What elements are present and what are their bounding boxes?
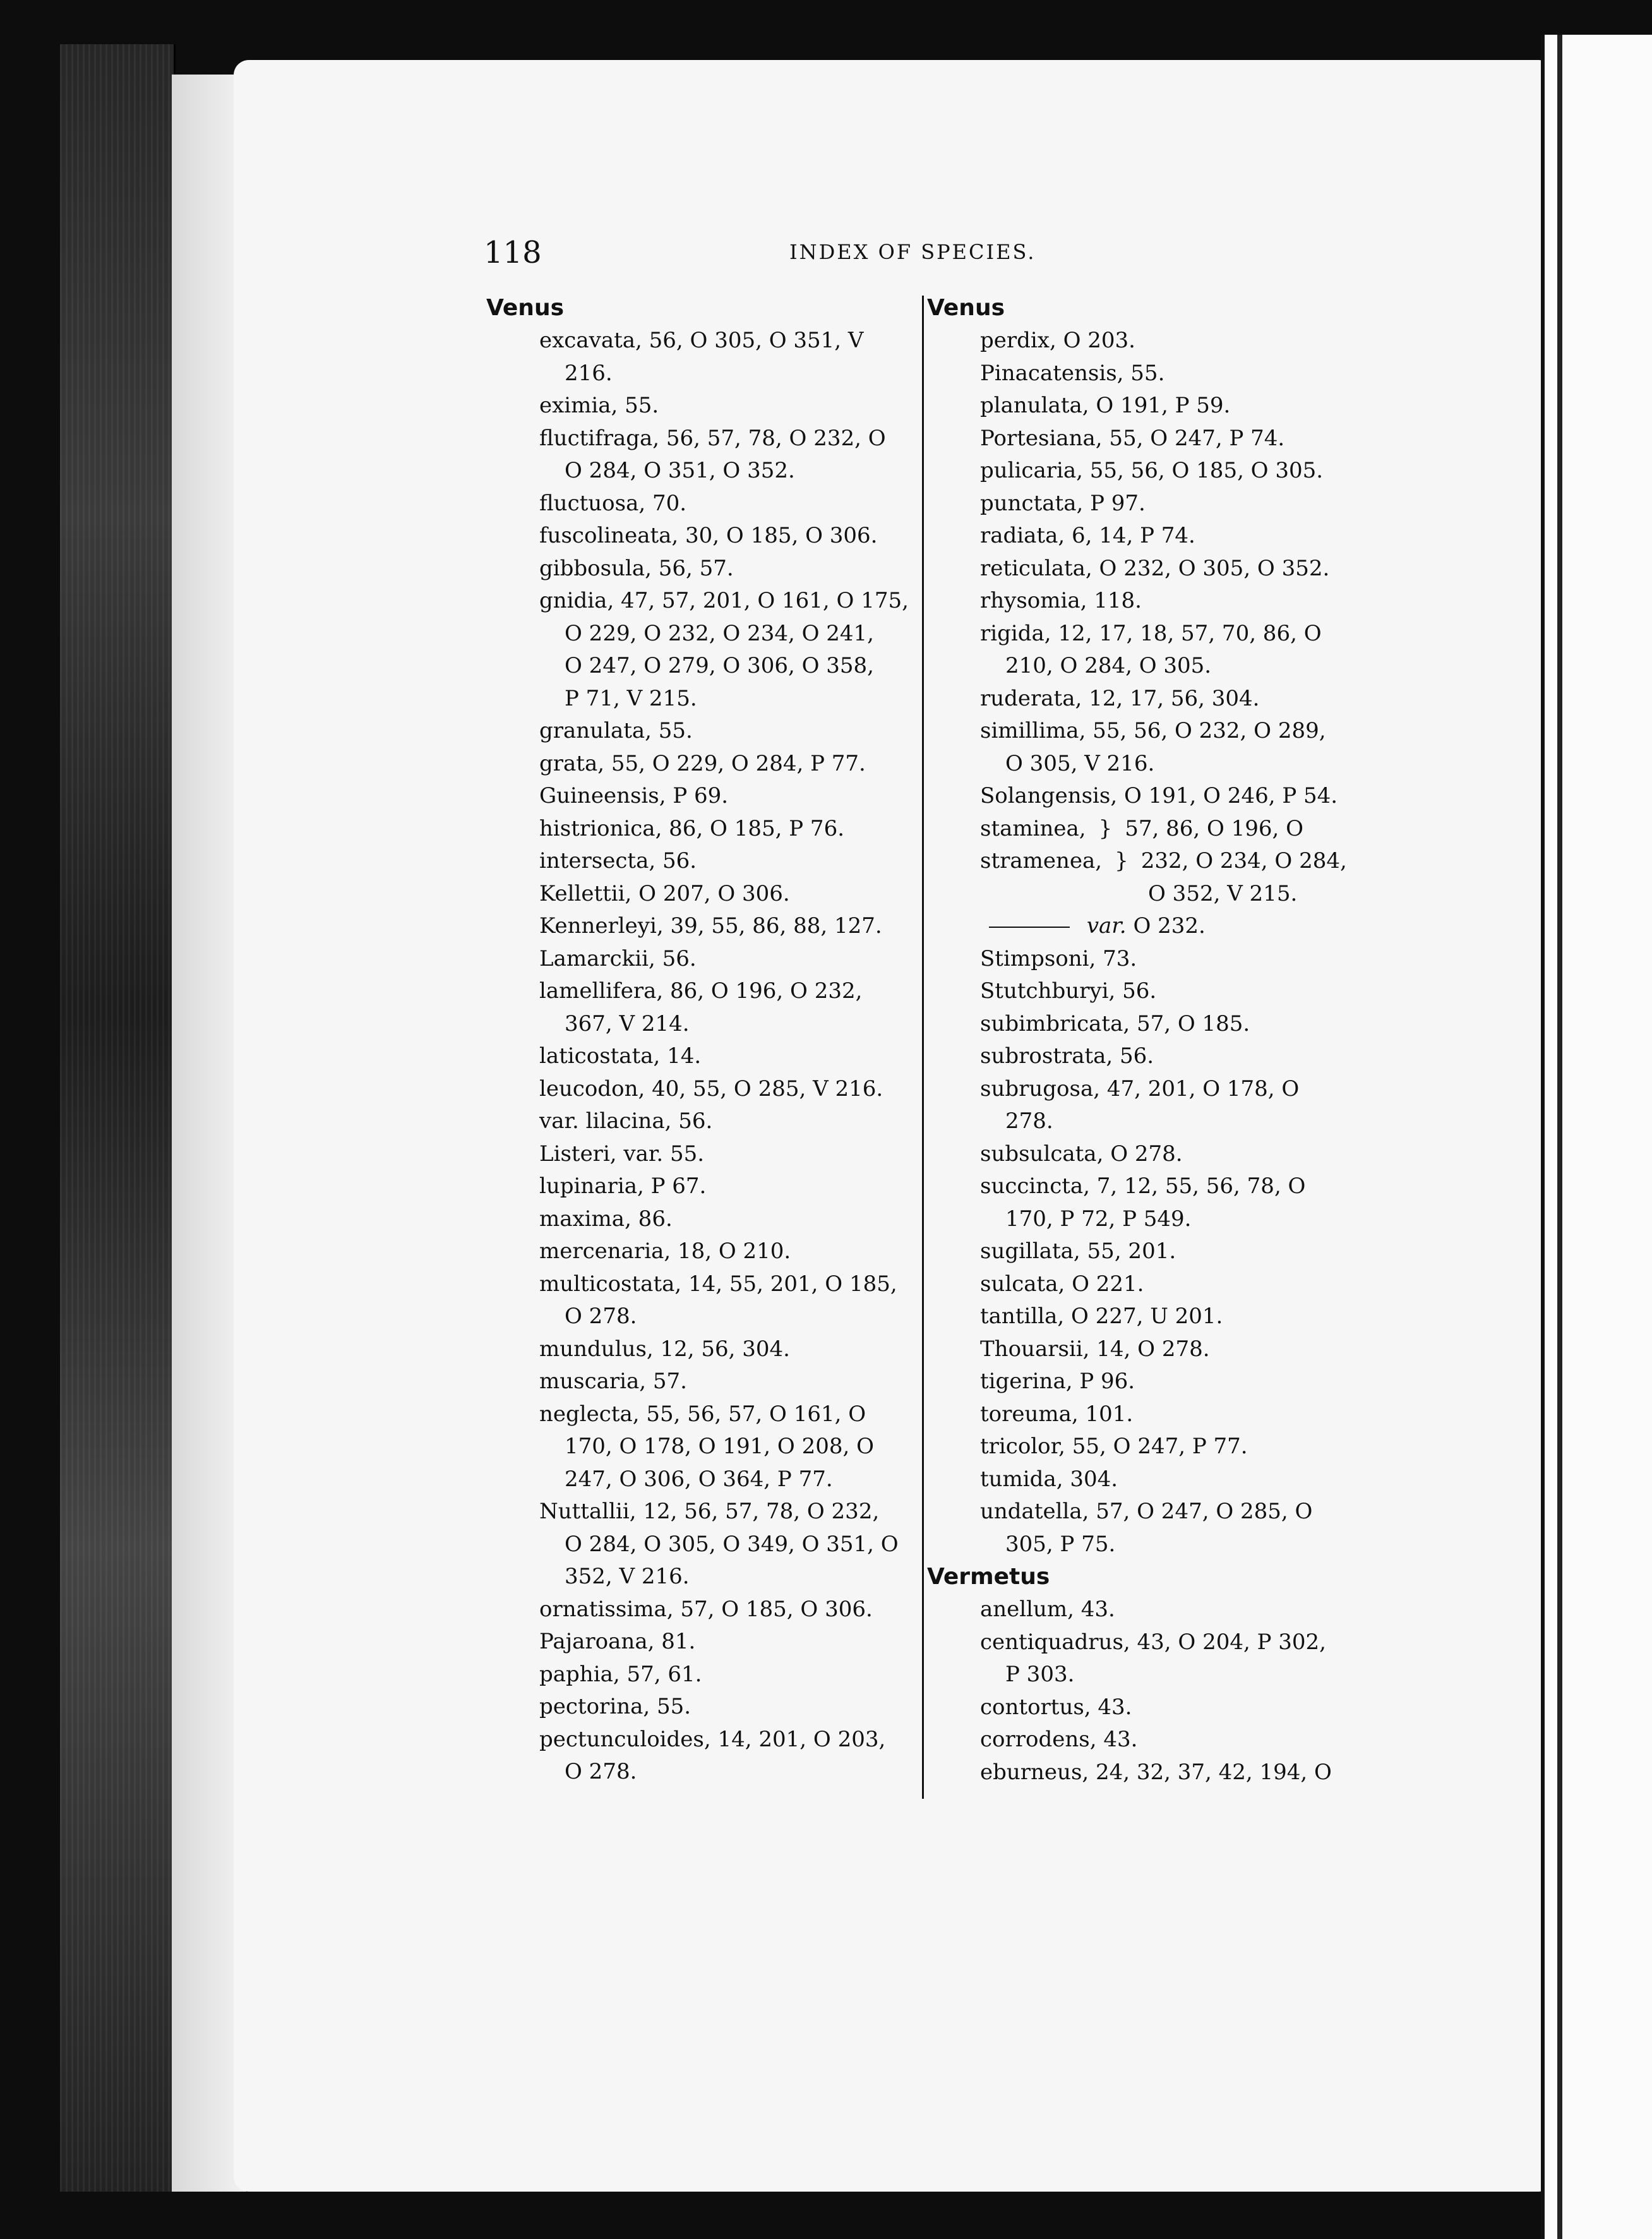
entry-list xyxy=(927,943,1375,1561)
entry-list xyxy=(486,325,922,1789)
index-entry: contortus, 43. xyxy=(980,1694,1132,1720)
index-entry: tumida, 304. xyxy=(980,1466,1118,1492)
index-entry: pectorina, 55. xyxy=(539,1694,691,1719)
index-entry: Kellettii, O 207, O 306. xyxy=(539,880,790,906)
index-entry: simillima, 55, 56, O 232, O 289, xyxy=(980,718,1326,743)
page-refs: O 232. xyxy=(1133,913,1206,939)
index-entry: rigida, 12, 17, 18, 57, 70, 86, O xyxy=(980,620,1322,646)
index-entry: histrionica, 86, O 185, P 76. xyxy=(539,815,845,841)
page-refs: 232, O 234, O 284, xyxy=(1140,848,1347,873)
index-entry-staminea xyxy=(927,813,1375,846)
page-number: 118 xyxy=(484,235,542,270)
index-entry: Portesiana, 55, O 247, P 74. xyxy=(980,425,1285,451)
index-entry-continuation: 278. xyxy=(1005,1108,1053,1134)
species-name: staminea, xyxy=(980,815,1086,841)
index-entry: Nuttallii, 12, 56, 57, 78, O 232, xyxy=(539,1499,880,1524)
index-entry-continuation: 216. xyxy=(565,360,613,386)
index-entry-continuation: O 305, V 216. xyxy=(1005,750,1155,776)
index-entry-continuation: P 303. xyxy=(1005,1662,1075,1687)
dash-rule xyxy=(989,927,1070,928)
index-entry: Solangensis, O 191, O 246, P 54. xyxy=(980,783,1338,808)
entry-list xyxy=(927,325,1375,813)
genus-heading: Vermetus xyxy=(927,1564,1050,1590)
var-label: var. xyxy=(1086,913,1127,939)
index-entry: multicostata, 14, 55, 201, O 185, xyxy=(539,1271,897,1297)
index-entry: fluctifraga, 56, 57, 78, O 232, O xyxy=(539,425,886,451)
index-entry: Lamarckii, 56. xyxy=(539,945,697,971)
index-entry: intersecta, 56. xyxy=(539,848,697,873)
index-entry-continuation: 305, P 75. xyxy=(1005,1531,1116,1557)
index-entry: sulcata, O 221. xyxy=(980,1271,1144,1297)
page-refs: O 352, V 215. xyxy=(1148,880,1298,906)
index-entry: neglecta, 55, 56, 57, O 161, O xyxy=(539,1401,866,1427)
brace-mark: } xyxy=(1115,848,1128,873)
index-entry: lupinaria, P 67. xyxy=(539,1174,707,1199)
var-entry xyxy=(927,910,1375,943)
index-entry: grata, 55, O 229, O 284, P 77. xyxy=(539,750,866,776)
index-entry: mundulus, 12, 56, 304. xyxy=(539,1336,790,1362)
index-entry: ornatissima, 57, O 185, O 306. xyxy=(539,1596,873,1622)
index-entry-continuation: 170, P 72, P 549. xyxy=(1005,1206,1192,1232)
index-entry-continuation: O 284, O 305, O 349, O 351, O xyxy=(565,1531,899,1557)
index-entry-stramenea xyxy=(927,845,1375,878)
index-entry: Pajaroana, 81. xyxy=(539,1629,696,1654)
index-entry: eburneus, 24, 32, 37, 42, 194, O xyxy=(980,1759,1332,1785)
index-entry-continuation: 367, V 214. xyxy=(565,1011,690,1036)
index-entry-continuation: 352, V 216. xyxy=(565,1564,690,1589)
index-entry-continuation: O 278. xyxy=(565,1304,637,1329)
index-entry: anellum, 43. xyxy=(980,1597,1115,1622)
index-entry: granulata, 55. xyxy=(539,718,693,743)
index-entry: corrodens, 43. xyxy=(980,1727,1138,1752)
index-entry: fuscolineata, 30, O 185, O 306. xyxy=(539,523,878,548)
index-entry-continuation: O 284, O 351, O 352. xyxy=(565,458,795,483)
index-entry: centiquadrus, 43, O 204, P 302, xyxy=(980,1629,1326,1655)
index-entry-continuation xyxy=(927,878,1375,911)
index-entry: leucodon, 40, 55, O 285, V 216. xyxy=(539,1076,883,1101)
index-entry: reticulata, O 232, O 305, O 352. xyxy=(980,555,1330,581)
index-entry: undatella, 57, O 247, O 285, O xyxy=(980,1499,1313,1524)
index-entry: toreuma, 101. xyxy=(980,1401,1134,1427)
index-entry: paphia, 57, 61. xyxy=(539,1661,702,1687)
index-entry-continuation: 247, O 306, O 364, P 77. xyxy=(565,1466,833,1492)
index-entry-continuation: P 71, V 215. xyxy=(565,685,697,711)
index-entry: radiata, 6, 14, P 74. xyxy=(980,523,1195,548)
index-entry: Pinacatensis, 55. xyxy=(980,360,1165,386)
index-entry: subimbricata, 57, O 185. xyxy=(980,1011,1250,1036)
index-entry: muscaria, 57. xyxy=(539,1369,687,1394)
index-entry-continuation: O 229, O 232, O 234, O 241, xyxy=(565,620,874,646)
index-entry: sugillata, 55, 201. xyxy=(980,1239,1176,1264)
index-entry-continuation: 210, O 284, O 305. xyxy=(1005,653,1212,678)
index-entry-continuation: 170, O 178, O 191, O 208, O xyxy=(565,1434,874,1459)
index-entry: Listeri, var. 55. xyxy=(539,1141,705,1167)
index-entry: Stimpsoni, 73. xyxy=(980,945,1137,971)
index-entry: gibbosula, 56, 57. xyxy=(539,555,734,581)
index-entry-continuation: O 247, O 279, O 306, O 358, xyxy=(565,653,874,678)
index-entry: tigerina, P 96. xyxy=(980,1369,1135,1394)
index-entry: perdix, O 203. xyxy=(980,328,1135,353)
index-entry: punctata, P 97. xyxy=(980,490,1146,516)
book-spine xyxy=(60,44,176,2192)
index-entry: subrugosa, 47, 201, O 178, O xyxy=(980,1076,1300,1101)
left-column xyxy=(486,292,922,1789)
index-entry: Stutchburyi, 56. xyxy=(980,978,1157,1004)
page-refs: 57, 86, O 196, O xyxy=(1125,815,1304,841)
column-divider xyxy=(922,296,924,1799)
index-entry: lamellifera, 86, O 196, O 232, xyxy=(539,978,863,1004)
index-entry: eximia, 55. xyxy=(539,393,659,418)
index-entry: tricolor, 55, O 247, P 77. xyxy=(980,1434,1248,1459)
facing-page-edge xyxy=(1541,35,1652,2239)
right-column xyxy=(927,292,1375,1789)
index-entry: Kennerleyi, 39, 55, 86, 88, 127. xyxy=(539,913,882,939)
index-entry: var. lilacina, 56. xyxy=(539,1108,713,1134)
genus-heading: Venus xyxy=(927,295,1005,321)
index-entry: pulicaria, 55, 56, O 185, O 305. xyxy=(980,458,1324,483)
index-entry: fluctuosa, 70. xyxy=(539,490,687,516)
index-entry: rhysomia, 118. xyxy=(980,588,1142,613)
running-head: INDEX OF SPECIES. xyxy=(789,240,1036,264)
index-entry: subrostrata, 56. xyxy=(980,1043,1154,1069)
index-entry: gnidia, 47, 57, 201, O 161, O 175, xyxy=(539,588,909,613)
index-entry: Thouarsii, 14, O 278. xyxy=(980,1336,1210,1362)
index-entry: subsulcata, O 278. xyxy=(980,1141,1183,1167)
index-entry: pectunculoides, 14, 201, O 203, xyxy=(539,1726,886,1752)
index-entry: planulata, O 191, P 59. xyxy=(980,393,1231,418)
index-entry: excavata, 56, O 305, O 351, V xyxy=(539,328,864,353)
index-entry: laticostata, 14. xyxy=(539,1043,702,1069)
index-entry-continuation: O 278. xyxy=(565,1759,637,1784)
index-entry: maxima, 86. xyxy=(539,1206,673,1232)
index-entry: ruderata, 12, 17, 56, 304. xyxy=(980,685,1260,711)
index-entry: mercenaria, 18, O 210. xyxy=(539,1239,791,1264)
genus-heading: Venus xyxy=(486,295,564,321)
index-entry: Guineensis, P 69. xyxy=(539,783,729,808)
index-entry: tantilla, O 227, U 201. xyxy=(980,1304,1223,1329)
entry-list xyxy=(927,1594,1375,1789)
species-name: stramenea, xyxy=(980,848,1103,873)
brace-mark: } xyxy=(1098,815,1113,841)
index-entry: succincta, 7, 12, 55, 56, 78, O xyxy=(980,1174,1306,1199)
